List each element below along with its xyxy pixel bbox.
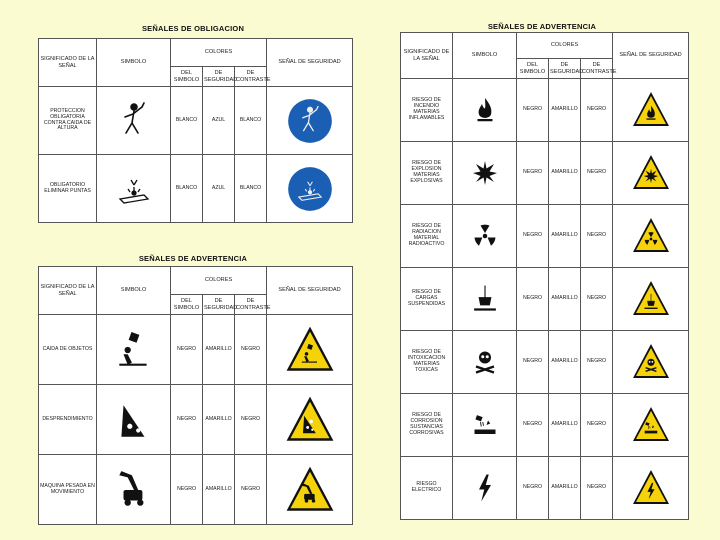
table-row: [401, 79, 689, 142]
row-color-symbol: NEGRO: [517, 142, 549, 205]
header-significado: SIGNIFICADO DE LA SEÑAL: [39, 39, 97, 87]
header-del-simbolo: DEL SIMBOLO: [517, 59, 549, 79]
row-sign: [613, 142, 689, 205]
table-row: [39, 455, 353, 525]
heavy-machine-icon: [113, 469, 155, 511]
row-meaning: RIESGO ELECTRICO: [401, 457, 453, 520]
header-significado: SIGNIFICADO DE LA SEÑAL: [39, 267, 97, 315]
header-simbolo: SIMBOLO: [453, 33, 517, 79]
row-color-contrast: NEGRO: [581, 79, 613, 142]
electric-icon: [470, 473, 500, 503]
row-symbol: [97, 155, 171, 223]
row-color-contrast: NEGRO: [235, 385, 267, 455]
row-color-safety: AMARILLO: [549, 268, 581, 331]
header-del-simbolo: DEL SIMBOLO: [171, 67, 203, 87]
row-color-contrast: NEGRO: [581, 331, 613, 394]
row-color-safety: AMARILLO: [549, 142, 581, 205]
row-color-contrast: NEGRO: [235, 315, 267, 385]
eliminate-points-icon: [114, 169, 154, 209]
row-color-contrast: NEGRO: [581, 394, 613, 457]
warning-sign-electric-icon: [631, 468, 671, 508]
row-sign: [613, 457, 689, 520]
warning-sign-explosion-icon: [631, 153, 671, 193]
mandatory-sign-fall-protection-icon: [287, 98, 333, 144]
table-row: [401, 457, 689, 520]
header-de-seguridad: DE SEGURIDAD: [203, 67, 235, 87]
row-color-symbol: NEGRO: [517, 457, 549, 520]
row-symbol: [453, 331, 517, 394]
row-color-contrast: BLANCO: [235, 155, 267, 223]
row-meaning: RIESGO DE RADIACION MATERIAL RADIOACTIVO: [401, 205, 453, 268]
row-meaning: RIESGO DE INTOXICACION MATERIAS TOXICAS: [401, 331, 453, 394]
panel-title: SEÑALES DE ADVERTENCIA: [138, 254, 248, 263]
panel-obligacion: [30, 18, 356, 210]
header-de-contraste: DE CONTRASTE: [235, 67, 267, 87]
row-color-safety: AMARILLO: [549, 79, 581, 142]
row-symbol: [97, 385, 171, 455]
row-color-safety: AMARILLO: [203, 315, 235, 385]
fall-protection-icon: [114, 101, 154, 141]
table-row: [39, 315, 353, 385]
panel-advertencia-right: [393, 18, 691, 518]
row-sign: [267, 87, 353, 155]
header-senal: SEÑAL DE SEGURIDAD: [267, 267, 353, 315]
flame-icon: [470, 95, 500, 125]
warning-sign-suspended-load-icon: [631, 279, 671, 319]
warning-sign-landslide-icon: [284, 394, 336, 446]
row-symbol: [97, 455, 171, 525]
mandatory-sign-eliminate-points-icon: [287, 166, 333, 212]
row-color-safety: AMARILLO: [549, 205, 581, 268]
row-color-safety: AMARILLO: [549, 331, 581, 394]
table-row: [39, 155, 353, 223]
row-sign: [613, 394, 689, 457]
row-color-safety: AMARILLO: [549, 457, 581, 520]
row-sign: [613, 79, 689, 142]
row-symbol: [453, 457, 517, 520]
table-row: [401, 394, 689, 457]
landslide-icon: [113, 399, 155, 441]
panel-title: SEÑALES DE OBLIGACION: [141, 24, 245, 33]
row-symbol: [453, 394, 517, 457]
warning-sign-falling-objects-icon: [284, 324, 336, 376]
row-sign: [267, 315, 353, 385]
row-color-safety: AMARILLO: [203, 385, 235, 455]
row-color-safety: AZUL: [203, 155, 235, 223]
row-symbol: [453, 142, 517, 205]
row-color-symbol: NEGRO: [171, 315, 203, 385]
row-color-contrast: NEGRO: [581, 457, 613, 520]
row-sign: [267, 155, 353, 223]
row-sign: [613, 268, 689, 331]
row-color-symbol: NEGRO: [517, 79, 549, 142]
row-color-contrast: NEGRO: [235, 455, 267, 525]
row-color-symbol: NEGRO: [517, 205, 549, 268]
warning-sign-corrosion-icon: [631, 405, 671, 445]
row-color-contrast: BLANCO: [235, 87, 267, 155]
row-color-symbol: NEGRO: [517, 331, 549, 394]
row-symbol: [453, 205, 517, 268]
explosion-icon: [470, 158, 500, 188]
row-meaning: RIESGO DE INCENDIO MATERIAS INFLAMABLES: [401, 79, 453, 142]
header-de-seguridad: DE SEGURIDAD: [549, 59, 581, 79]
obligacion-table: [38, 38, 353, 223]
row-meaning: RIESGO DE CORROSION SUSTANCIAS CORROSIVAS: [401, 394, 453, 457]
falling-objects-icon: [113, 329, 155, 371]
row-meaning: PROTECCION OBLIGATORIA CONTRA CAIDA DE ALTURA: [39, 87, 97, 155]
header-colores: COLORES: [517, 33, 613, 59]
row-meaning: CAIDA DE OBJETOS: [39, 315, 97, 385]
warning-sign-heavy-machine-icon: [284, 464, 336, 516]
header-de-contraste: DE CONTRASTE: [581, 59, 613, 79]
row-color-symbol: BLANCO: [171, 87, 203, 155]
row-color-contrast: NEGRO: [581, 268, 613, 331]
row-sign: [267, 385, 353, 455]
row-symbol: [97, 315, 171, 385]
header-del-simbolo: DEL SIMBOLO: [171, 295, 203, 315]
table-row: [39, 385, 353, 455]
header-simbolo: SIMBOLO: [97, 39, 171, 87]
header-de-seguridad: DE SEGURIDAD: [203, 295, 235, 315]
table-row: [401, 331, 689, 394]
row-color-contrast: NEGRO: [581, 205, 613, 268]
toxic-icon: [470, 347, 500, 377]
row-color-safety: AZUL: [203, 87, 235, 155]
table-row: [401, 205, 689, 268]
radiation-icon: [470, 221, 500, 251]
row-color-symbol: BLANCO: [171, 155, 203, 223]
header-senal: SEÑAL DE SEGURIDAD: [267, 39, 353, 87]
header-significado: SIGNIFICADO DE LA SEÑAL: [401, 33, 453, 79]
row-meaning: MAQUINA PESADA EN MOVIMIENTO: [39, 455, 97, 525]
row-sign: [613, 205, 689, 268]
row-meaning: OBLIGATORIO ELIMINAR PUNTAS: [39, 155, 97, 223]
corrosion-icon: [470, 410, 500, 440]
row-color-symbol: NEGRO: [171, 385, 203, 455]
advertencia-left-table: [38, 266, 353, 525]
row-color-symbol: NEGRO: [517, 394, 549, 457]
panel-title: SEÑALES DE ADVERTENCIA: [487, 22, 597, 31]
warning-sign-radiation-icon: [631, 216, 671, 256]
warning-sign-flame-icon: [631, 90, 671, 130]
row-color-safety: AMARILLO: [549, 394, 581, 457]
suspended-load-icon: [470, 284, 500, 314]
row-meaning: RIESGO DE EXPLOSION MATERIAS EXPLOSIVAS: [401, 142, 453, 205]
panel-advertencia-left: [30, 244, 356, 516]
row-symbol: [97, 87, 171, 155]
header-colores: COLORES: [171, 39, 267, 67]
row-color-safety: AMARILLO: [203, 455, 235, 525]
row-color-contrast: NEGRO: [581, 142, 613, 205]
row-color-symbol: NEGRO: [171, 455, 203, 525]
row-symbol: [453, 79, 517, 142]
header-simbolo: SIMBOLO: [97, 267, 171, 315]
row-sign: [267, 455, 353, 525]
table-row: [401, 142, 689, 205]
warning-sign-toxic-icon: [631, 342, 671, 382]
table-row: [39, 87, 353, 155]
table-row: [401, 268, 689, 331]
row-color-symbol: NEGRO: [517, 268, 549, 331]
header-senal: SEÑAL DE SEGURIDAD: [613, 33, 689, 79]
header-colores: COLORES: [171, 267, 267, 295]
row-sign: [613, 331, 689, 394]
row-meaning: RIESGO DE CARGAS SUSPENDIDAS: [401, 268, 453, 331]
header-de-contraste: DE CONTRASTE: [235, 295, 267, 315]
row-symbol: [453, 268, 517, 331]
row-meaning: DESPRENDIMIENTO: [39, 385, 97, 455]
advertencia-right-table: [400, 32, 689, 520]
